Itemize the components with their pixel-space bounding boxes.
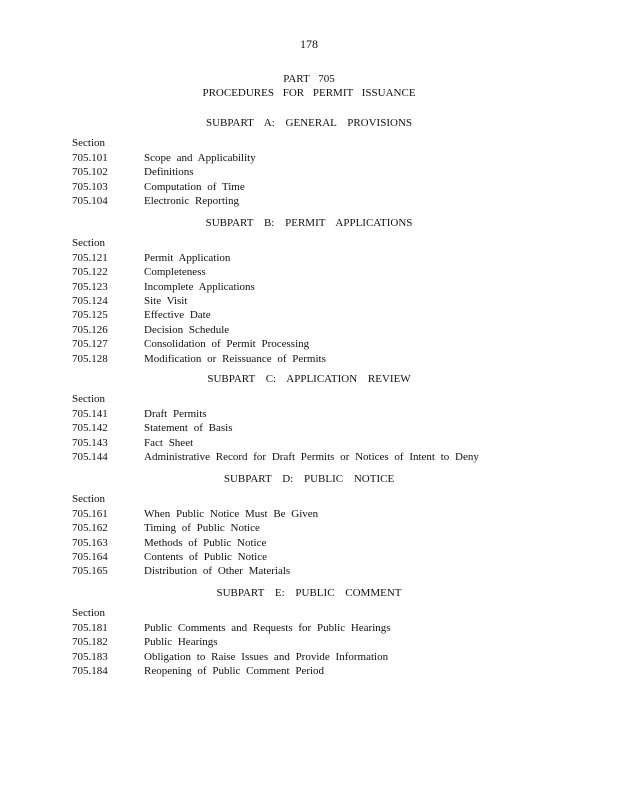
section-number: 705.124 — [72, 295, 108, 308]
section-title: Public Hearings — [144, 636, 218, 649]
section-title: Fact Sheet — [144, 436, 194, 449]
list-item — [72, 280, 552, 294]
subpart-heading: SUBPART E: PUBLIC COMMENT — [216, 587, 402, 599]
section-title: Decision Schedule — [144, 323, 230, 336]
section-title: Distribution of Other Materials — [144, 565, 291, 578]
section-number: 705.165 — [72, 565, 108, 578]
part-header — [0, 72, 618, 101]
subpart-block — [72, 472, 552, 579]
subpart-heading: SUBPART C: APPLICATION REVIEW — [207, 373, 411, 385]
part-label: PART 705 — [283, 73, 335, 85]
subpart-block — [72, 116, 552, 208]
section-number: 705.142 — [72, 422, 108, 435]
list-item — [72, 536, 552, 550]
section-title: Modification or Reissuance of Permits — [144, 352, 326, 365]
list-item — [72, 664, 552, 678]
section-number: 705.122 — [72, 266, 108, 279]
list-item — [72, 294, 552, 308]
list-item — [72, 194, 552, 208]
list-item — [72, 180, 552, 194]
list-item — [72, 421, 552, 435]
section-title: Public Comments and Requests for Public Hearings — [144, 621, 391, 634]
list-item — [72, 323, 552, 337]
list-item — [72, 521, 552, 535]
section-number: 705.126 — [72, 323, 108, 336]
subpart-heading: SUBPART B: PERMIT APPLICATIONS — [205, 217, 413, 229]
section-number: 705.121 — [72, 251, 108, 264]
section-title: Electronic Reporting — [144, 195, 239, 208]
section-number: 705.102 — [72, 166, 108, 179]
list-item — [72, 165, 552, 179]
section-number: 705.164 — [72, 551, 108, 564]
section-label: Section — [72, 607, 105, 620]
section-number: 705.123 — [72, 280, 108, 293]
list-item — [72, 635, 552, 649]
section-label: Section — [72, 237, 105, 250]
section-title: Consolidation of Permit Processing — [144, 338, 310, 351]
section-title: Statement of Basis — [144, 422, 233, 435]
list-item — [72, 407, 552, 421]
section-title: Methods of Public Notice — [144, 536, 267, 549]
section-title: Computation of Time — [144, 180, 245, 193]
subpart-block — [72, 372, 552, 464]
subpart-block — [72, 586, 552, 678]
section-number: 705.144 — [72, 451, 108, 464]
page-number: 178 — [300, 37, 318, 51]
section-label: Section — [72, 493, 105, 506]
section-title: Scope and Applicability — [144, 151, 256, 164]
list-item — [72, 251, 552, 265]
list-item — [72, 352, 552, 366]
section-title: Effective Date — [144, 309, 211, 322]
section-title: Administrative Record for Draft Permits or Notices of Intent to Deny — [144, 451, 479, 464]
subpart-heading: SUBPART D: PUBLIC NOTICE — [223, 473, 395, 485]
section-number: 705.103 — [72, 180, 108, 193]
section-number: 705.127 — [72, 338, 108, 351]
section-title: Incomplete Applications — [144, 280, 255, 293]
section-title: Draft Permits — [144, 407, 207, 420]
section-label: Section — [72, 137, 105, 150]
section-title: Completeness — [144, 266, 206, 279]
section-number: 705.182 — [72, 636, 108, 649]
list-item — [72, 151, 552, 165]
list-item — [72, 436, 552, 450]
list-item — [72, 621, 552, 635]
section-title: Definitions — [144, 166, 194, 179]
section-title: Site Visit — [144, 295, 188, 308]
section-number: 705.143 — [72, 436, 108, 449]
list-item — [72, 450, 552, 464]
subpart-block — [72, 216, 552, 366]
subpart-heading: SUBPART A: GENERAL PROVISIONS — [206, 117, 412, 129]
section-number: 705.181 — [72, 621, 108, 634]
section-number: 705.183 — [72, 650, 108, 663]
section-title: Timing of Public Notice — [144, 522, 260, 535]
section-title: When Public Notice Must Be Given — [144, 507, 319, 520]
section-number: 705.184 — [72, 665, 108, 678]
section-number: 705.141 — [72, 407, 108, 420]
section-number: 705.125 — [72, 309, 108, 322]
section-number: 705.163 — [72, 536, 108, 549]
list-item — [72, 337, 552, 351]
part-title: PROCEDURES FOR PERMIT ISSUANCE — [202, 87, 416, 100]
section-number: 705.128 — [72, 352, 108, 365]
section-label: Section — [72, 393, 105, 406]
section-title: Permit Application — [144, 251, 231, 264]
section-number: 705.161 — [72, 507, 108, 520]
section-title: Reopening of Public Comment Period — [144, 665, 325, 678]
section-number: 705.101 — [72, 151, 108, 164]
list-item — [72, 650, 552, 664]
section-number: 705.104 — [72, 195, 108, 208]
list-item — [72, 564, 552, 578]
list-item — [72, 507, 552, 521]
section-number: 705.162 — [72, 522, 108, 535]
list-item — [72, 308, 552, 322]
section-title: Obligation to Raise Issues and Provide Information — [144, 650, 389, 663]
list-item — [72, 265, 552, 279]
list-item — [72, 550, 552, 564]
section-title: Contents of Public Notice — [144, 551, 267, 564]
